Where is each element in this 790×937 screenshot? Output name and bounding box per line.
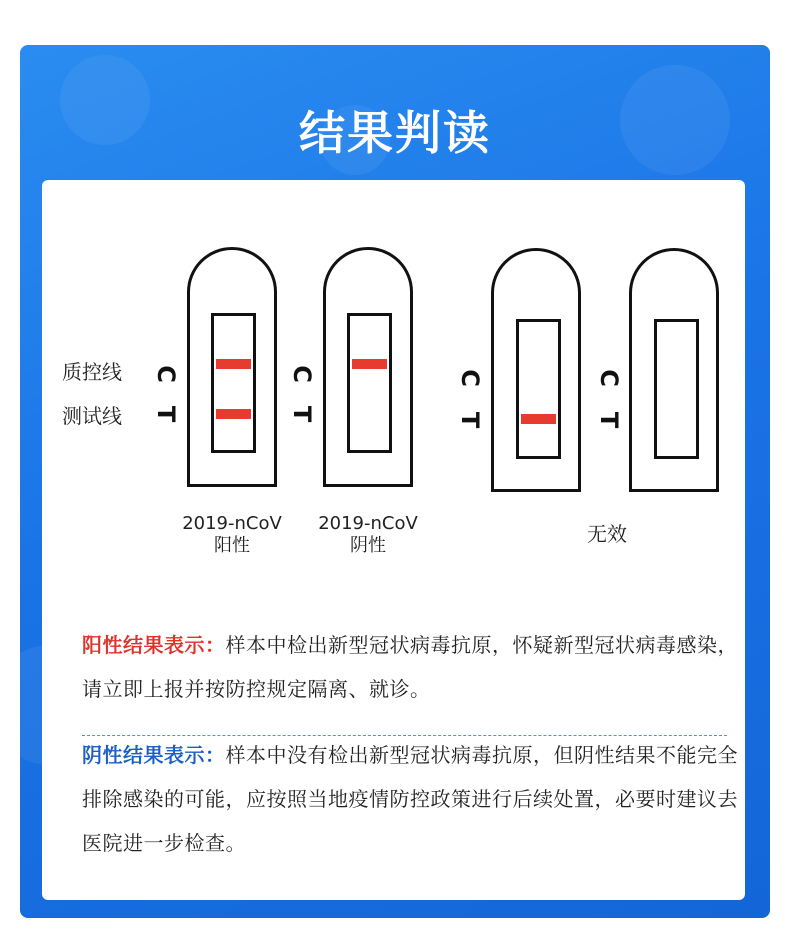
strip-window bbox=[211, 313, 256, 453]
control-band bbox=[216, 359, 251, 369]
caption-invalid: 无效 bbox=[587, 522, 627, 546]
positive-note bbox=[82, 623, 752, 711]
t-marker: T bbox=[288, 405, 316, 423]
c-marker: C bbox=[288, 365, 316, 383]
c-marker: C bbox=[152, 365, 180, 383]
t-marker: T bbox=[595, 411, 623, 429]
test-strip-positive bbox=[187, 247, 277, 487]
page-title: 结果判读 bbox=[299, 106, 491, 160]
test-strip-invalid-blank bbox=[629, 248, 719, 492]
test-line-label: 测试线 bbox=[62, 404, 122, 428]
test-band bbox=[521, 414, 556, 424]
caption-negative-line1: 2019-nCoV bbox=[318, 513, 418, 534]
positive-note-lead: 阳性结果表示： bbox=[82, 633, 226, 657]
caption-positive bbox=[172, 513, 292, 557]
strip-window bbox=[516, 319, 561, 459]
negative-note bbox=[82, 733, 752, 865]
c-marker: C bbox=[456, 369, 484, 387]
test-strip-negative bbox=[323, 247, 413, 487]
blue-panel bbox=[20, 45, 770, 918]
caption-negative-line2: 阴性 bbox=[350, 535, 386, 556]
negative-note-lead: 阴性结果表示： bbox=[82, 743, 226, 767]
strip-window bbox=[654, 319, 699, 459]
caption-positive-line1: 2019-nCoV bbox=[182, 513, 282, 534]
content-card bbox=[42, 180, 745, 900]
positive-note-text: 样本中检出新型冠状病毒抗原，怀疑新型冠状病毒感染，请立即上报并按防控规定隔离、就诊。 bbox=[82, 633, 738, 701]
test-band bbox=[216, 409, 251, 419]
test-strip-invalid-t bbox=[491, 248, 581, 492]
control-band bbox=[352, 359, 387, 369]
caption-positive-line2: 阳性 bbox=[214, 535, 250, 556]
t-marker: T bbox=[152, 405, 180, 423]
negative-note-text: 样本中没有检出新型冠状病毒抗原，但阴性结果不能完全排除感染的可能，应按照当地疫情防控政策进行后续处置，必要时建议去医院进一步检查。 bbox=[82, 743, 738, 855]
strip-window bbox=[347, 313, 392, 453]
c-marker: C bbox=[595, 369, 623, 387]
t-marker: T bbox=[456, 411, 484, 429]
caption-negative bbox=[308, 513, 428, 557]
control-line-label: 质控线 bbox=[62, 360, 122, 384]
